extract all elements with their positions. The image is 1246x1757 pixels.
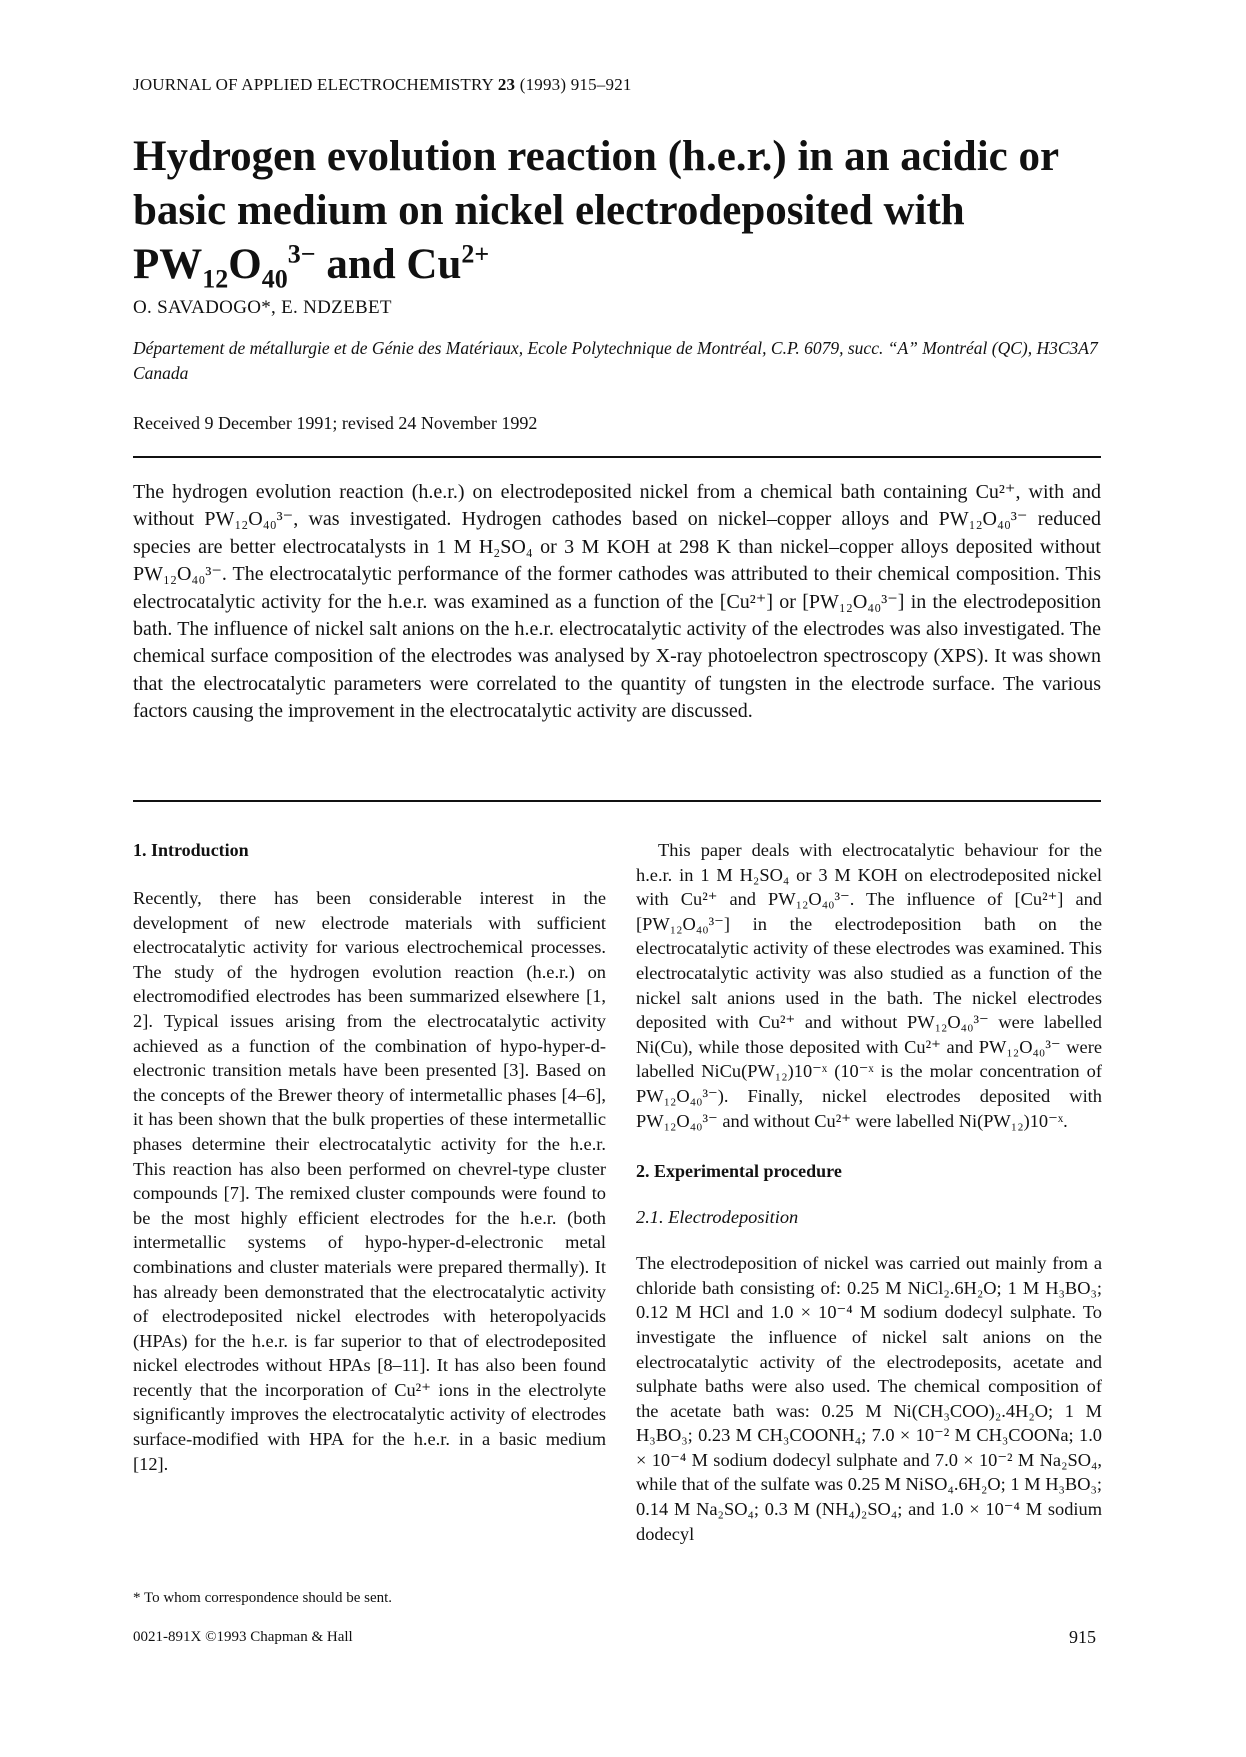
journal-header	[133, 75, 632, 95]
divider-bottom	[133, 800, 1101, 802]
copyright-line: 0021-891X ©1993 Chapman & Hall	[133, 1629, 353, 1645]
intro-paragraph-2: This paper deals with electrocatalytic behaviour for the h.e.r. in 1 M H₂SO₄ or 3 M KOH on electrodeposited nickel with Cu²⁺ and PW₁₂O₄₀³⁻. The influence of [Cu²⁺] and [PW₁₂O₄₀³⁻] in the electrodeposition bath on the electrocatalytic activity of these electrodes was examined. This electrocatalytic activity was also studied as a function of the nickel salt anions used in the bath. The nickel electrodes deposited with Cu²⁺ and without PW₁₂O₄₀³⁻ were labelled Ni(Cu), while those deposited with Cu²⁺ and PW₁₂O₄₀³⁻ were labelled NiCu(PW₁₂)10⁻ˣ (10⁻ˣ is the molar concentration of PW₁₂O₄₀³⁻). Finally, nickel electrodes deposited with PW₁₂O₄₀³⁻ and without Cu²⁺ were labelled Ni(PW₁₂)10⁻ˣ.	[636, 840, 1102, 1131]
electrodeposition-subheading: 2.1. Electrodeposition	[636, 1207, 799, 1228]
affiliation: Département de métallurgie et de Génie des Matériaux, Ecole Polytechnique de Montréal, C.P. 6079, succ. “A” Montréal (QC), H3C3A7 Canada	[133, 338, 1098, 383]
intro-paragraph: Recently, there has been considerable interest in the development of new electrode materials with sufficient electrocatalytic activity for various electrochemical processes. The study of the hydrogen evolution reaction (h.e.r.) on electromodified electrodes has been summarized elsewhere [1, 2]. Typical issues arising from the electrocatalytic activity achieved as a function of the combination of hypo-hyper-d-electronic transition metals have been presented [3]. Based on the concepts of the Brewer theory of intermetallic phases [4–6], it has been shown that the bulk properties of these intermetallic phases determine their electrocatalytic activity for the h.e.r. This reaction has also been performed on chevrel-type cluster compounds [7]. The remixed cluster compounds were found to be the most highly efficient electrodes for the h.e.r. (both intermetallic systems of hypo-hyper-d-electronic metal combinations and cluster materials were prepared thermally). It has already been demonstrated that the electrocatalytic activity of electrodeposited nickel electrodes with heteropolyacids (HPAs) for the h.e.r. is far superior to that of electrodeposited nickel electrodes without HPAs [8–11]. It has also been found recently that the incorporation of Cu²⁺ ions in the electrolyte significantly improves the electrocatalytic activity of electrodes surface-modified with HPA for the h.e.r. in a basic medium [12].	[133, 888, 606, 1474]
authors: O. SAVADOGO*, E. NDZEBET	[133, 297, 392, 318]
title-sub-2: 40	[261, 264, 288, 294]
journal-volume: 23	[497, 75, 516, 94]
title-sup-3: 2+	[461, 239, 490, 269]
divider-top	[133, 456, 1101, 458]
abstract: The hydrogen evolution reaction (h.e.r.) on electrodeposited nickel from a chemical bath containing Cu²⁺, with and without PW₁₂O₄₀³⁻, was investigated. Hydrogen cathodes based on nickel–copper alloys and PW₁₂O₄₀³⁻ reduced species are better electrocatalysts in 1 M H₂SO₄ or 3 M KOH at 298 K than nickel–copper alloys deposited without PW₁₂O₄₀³⁻. The electrocatalytic performance of the former cathodes was attributed to their chemical composition. This electrocatalytic activity for the h.e.r. was examined as a function of the [Cu²⁺] or [PW₁₂O₄₀³⁻] in the electrodeposition bath. The influence of nickel salt anions on the h.e.r. electrocatalytic activity of the electrodes was also investigated. The chemical surface composition of the electrodes was analysed by X-ray photoelectron spectroscopy (XPS). It was shown that the electrocatalytic parameters were correlated to the quantity of tungsten in the electrode surface. The various factors causing the improvement in the electrocatalytic activity are discussed.	[133, 481, 1101, 723]
title-text-2: O	[228, 241, 262, 288]
received-dates: Received 9 December 1991; revised 24 November 1992	[133, 413, 538, 433]
title-text-3: and Cu	[315, 241, 462, 288]
right-column	[636, 838, 1102, 1546]
journal-issue: (1993) 915–921	[515, 75, 632, 94]
intro-heading: 1. Introduction	[133, 840, 249, 860]
correspondence-footnote: * To whom correspondence should be sent.	[133, 1590, 393, 1606]
article-title	[133, 130, 1123, 292]
experimental-heading: 2. Experimental procedure	[636, 1161, 842, 1182]
page-number: 915	[1069, 1627, 1096, 1647]
experimental-paragraph: The electrodeposition of nickel was carried out mainly from a chloride bath consisting of: 0.25 M NiCl₂.6H₂O; 1 M H₃BO₃; 0.12 M HCl and 1.0 × 10⁻⁴ M sodium dodecyl sulphate. To investigate the influence of nickel salt anions on the electrocatalytic activity of the electrodeposits, acetate and sulphate baths were also used. The chemical composition of the acetate bath was: 0.25 M Ni(CH₃COO)₂.4H₂O; 1 M H₃BO₃; 0.23 M CH₃COONH₄; 7.0 × 10⁻² M CH₃COONa; 1.0 × 10⁻⁴ M sodium dodecyl sulphate and 7.0 × 10⁻² M Na₂SO₄, while that of the sulfate was 0.25 M NiSO₄.6H₂O; 1 M H₃BO₃; 0.14 M Na₂SO₄; 0.3 M (NH₄)₂SO₄; and 1.0 × 10⁻⁴ M sodium dodecyl	[636, 1253, 1102, 1544]
left-column	[133, 838, 606, 1476]
title-sup-2: 3−	[287, 239, 316, 269]
title-text-1: Hydrogen evolution reaction (h.e.r.) in an acidic or basic medium on nickel electrodeposited with PW	[133, 133, 1059, 288]
title-sub-1: 12	[202, 264, 229, 294]
journal-name: JOURNAL OF APPLIED ELECTROCHEMISTRY	[133, 75, 498, 94]
